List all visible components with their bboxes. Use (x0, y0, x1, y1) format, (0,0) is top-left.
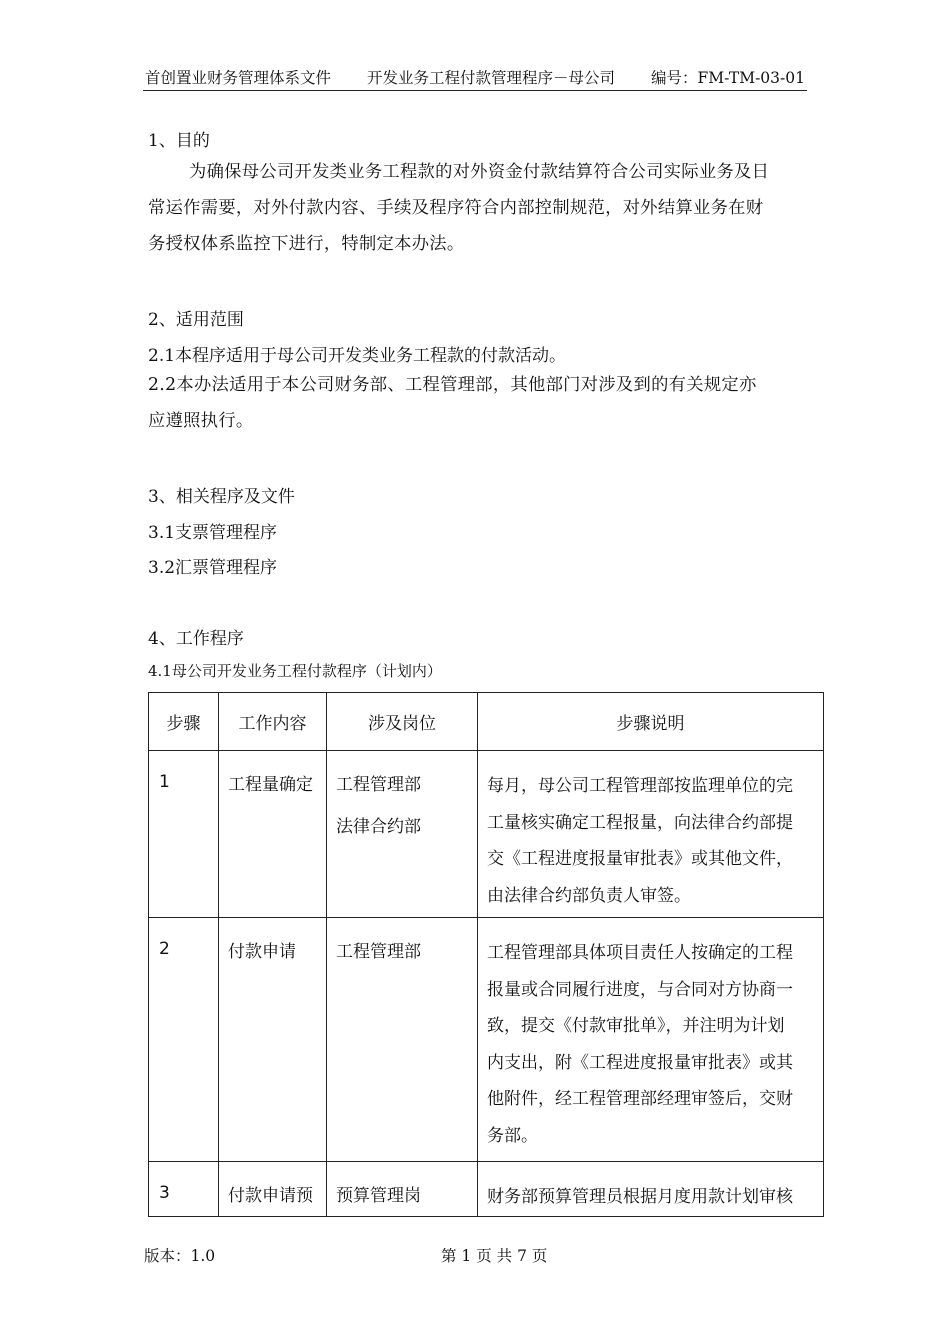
paragraph-line: 务授权体系监控下进行，特制定本办法。 (148, 234, 465, 254)
description-line: 工量核实确定工程报量，向法律合约部提 (487, 812, 793, 833)
step-description (478, 751, 824, 918)
step-number: 2 (149, 918, 219, 1162)
description-line: 务部。 (487, 1125, 538, 1146)
post: 预算管理岗 (336, 1186, 421, 1206)
work-content: 付款申请 (219, 918, 327, 1162)
header-system-title: 首创置业财务管理体系文件 (145, 69, 332, 87)
table-row (149, 1162, 824, 1217)
work-content: 付款申请预 (219, 1162, 327, 1217)
posts-cell (327, 751, 478, 918)
description-line: 他附件，经工程管理部经理审签后，交财 (487, 1089, 793, 1109)
description-line: 每月，母公司工程管理部按监理单位的完 (487, 776, 793, 796)
step-number: 1 (149, 751, 219, 918)
post: 法律合约部 (336, 817, 421, 837)
page-header (143, 64, 807, 91)
section-3-item-1: 3.1支票管理程序 (148, 523, 278, 543)
table-row (149, 751, 824, 918)
header-doc-title: 开发业务工程付款管理程序－母公司 (367, 69, 616, 87)
footer-page-number: 第 1 页 共 7 页 (441, 1247, 548, 1265)
post: 工程管理部 (336, 942, 421, 962)
header-description: 步骤说明 (478, 693, 824, 751)
section-2-item-2 (148, 367, 826, 439)
header-doc-number: 编号：FM-TM-03-01 (651, 69, 805, 87)
paragraph-line: 常运作需要，对外付款内容、手续及程序符合内部控制规范，对外结算业务在财 (148, 198, 764, 218)
section-1-title: 1、目的 (148, 131, 210, 151)
description-line: 由法律合约部负责人审签。 (487, 885, 691, 906)
description-line: 工程管理部具体项目责任人按确定的工程 (487, 943, 793, 963)
description-line: 内支出，附《工程进度报量审批表》或其 (487, 1052, 793, 1073)
header-work-content: 工作内容 (219, 693, 327, 751)
work-content: 工程量确定 (219, 751, 327, 918)
post: 工程管理部 (336, 775, 421, 795)
section-3-item-2: 3.2汇票管理程序 (148, 558, 278, 578)
table-header-row (149, 693, 824, 751)
section-4-title: 4、工作程序 (148, 629, 244, 649)
paragraph-line: 为确保母公司开发类业务工程款的对外资金付款结算符合公司实际业务及日 (189, 162, 770, 182)
description-line: 报量或合同履行进度，与合同对方协商一 (487, 979, 793, 1000)
posts-cell (327, 918, 478, 1162)
description-line: 致，提交《付款审批单》，并注明为计划 (487, 1016, 785, 1036)
description-line: 财务部预算管理员根据月度用款计划审核 (487, 1187, 793, 1207)
description-line: 交《工程进度报量审批表》或其他文件， (487, 849, 793, 869)
section-2-title: 2、适用范围 (148, 310, 244, 330)
table-caption: 4.1母公司开发业务工程付款程序（计划内） (148, 662, 442, 680)
paragraph-line: 2.2本办法适用于本公司财务部、工程管理部，其他部门对涉及到的有关规定亦 (148, 375, 757, 395)
step-description (478, 1162, 824, 1217)
posts-cell (327, 1162, 478, 1217)
footer-version: 版本：1.0 (144, 1247, 216, 1265)
section-2-item-1: 2.1本程序适用于母公司开发类业务工程款的付款活动。 (148, 346, 567, 366)
procedure-table (148, 692, 824, 1217)
header-step: 步骤 (149, 693, 219, 751)
header-post: 涉及岗位 (327, 693, 478, 751)
section-3-title: 3、相关程序及文件 (148, 487, 295, 507)
paragraph-line: 应遵照执行。 (148, 411, 254, 431)
table-row (149, 918, 824, 1162)
section-1-paragraph (148, 154, 826, 262)
step-number: 3 (149, 1162, 219, 1217)
step-description (478, 918, 824, 1162)
